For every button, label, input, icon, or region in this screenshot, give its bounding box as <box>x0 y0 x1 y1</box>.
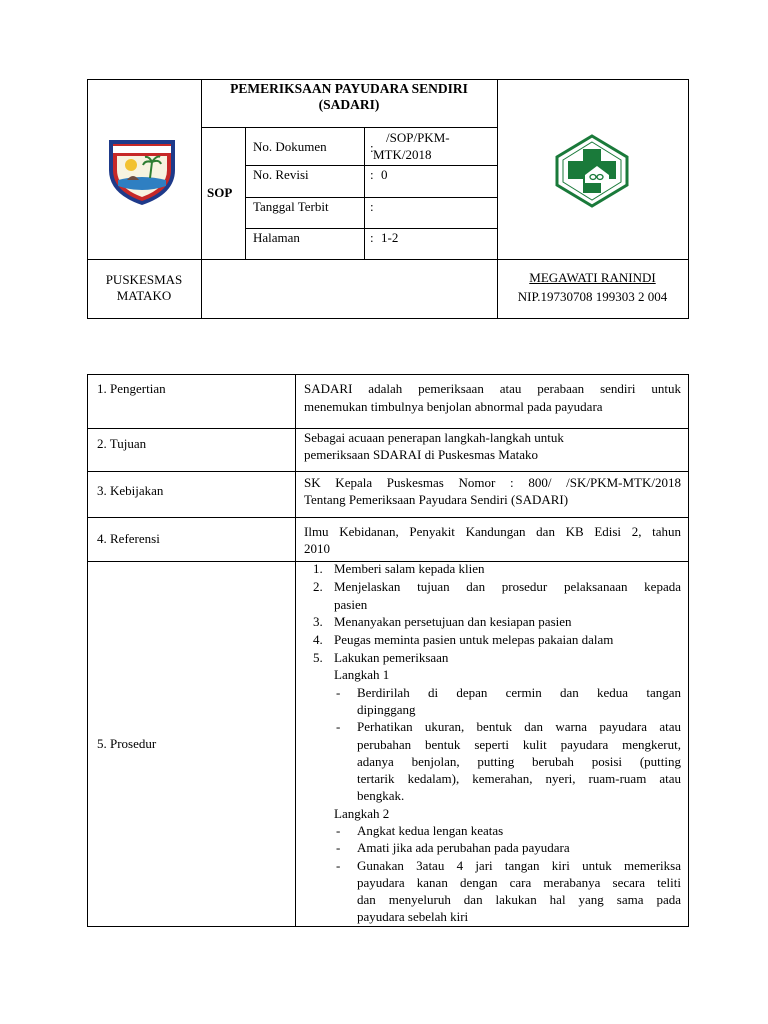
field-value-no-dokumen-line2: MTK/2018 <box>373 147 432 162</box>
pengertian-text-line2: menemukan timbulnya benjolan abnormal pada payudara <box>304 399 603 414</box>
org-name-line2: MATAKO <box>116 288 172 303</box>
signer-nip: NIP.19730708 199303 2 004 <box>517 289 668 304</box>
langkah2-item-text: payudara sebelah kiri <box>357 909 469 924</box>
bullet-dash: - <box>336 719 341 734</box>
kebijakan-text-line1: SK Kepala Puskesmas Nomor : 800/ /SK/PKM-MTK/2018 <box>304 475 681 490</box>
step-number: 4. <box>313 632 323 647</box>
document-title-line2: (SADARI) <box>318 97 380 112</box>
langkah2-item-text: Gunakan 3atau 4 jari tangan kiri untuk memeriksa <box>357 858 681 873</box>
field-colon: : <box>370 140 374 155</box>
field-colon: : <box>370 199 374 214</box>
step-text: Menjelaskan tujuan dan prosedur pelaksanaan kepada <box>334 579 681 594</box>
row-label-referensi: 4. Referensi <box>97 531 160 546</box>
field-label-no-dokumen: No. Dokumen <box>253 139 327 154</box>
field-value-halaman: 1-2 <box>381 230 399 245</box>
field-value-no-revisi: 0 <box>381 167 388 182</box>
step-text: pasien <box>334 597 368 612</box>
langkah2-item-text: payudara kanan dengan cara merabanya secara teliti <box>357 875 681 890</box>
step-number: 5. <box>313 650 323 665</box>
langkah2-item-text: Angkat kedua lengan keatas <box>357 823 504 838</box>
field-label-halaman: Halaman <box>253 230 300 245</box>
field-label-tanggal-terbit: Tanggal Terbit <box>253 199 329 214</box>
regency-crest-icon <box>105 134 179 208</box>
referensi-text-line1: Ilmu Kebidanan, Penyakit Kandungan dan KB Edisi 2, tahun <box>304 524 681 539</box>
sop-label: SOP <box>207 185 233 200</box>
step-text: Lakukan pemeriksaan <box>334 650 449 665</box>
pengertian-text-line1: SADARI adalah pemeriksaan atau perabaan sendiri untuk <box>304 381 681 396</box>
field-colon: : <box>370 167 374 182</box>
langkah2-item-text: dan menyeluruh dan lakukan hal yang sama pada <box>357 892 681 907</box>
row-label-prosedur: 5. Prosedur <box>97 736 157 751</box>
bullet-dash: - <box>336 858 341 873</box>
bullet-dash: - <box>336 840 341 855</box>
row-label-kebijakan: 3. Kebijakan <box>97 483 164 498</box>
step-number: 2. <box>313 579 323 594</box>
row-label-pengertian: 1. Pengertian <box>97 381 166 396</box>
langkah2-heading: Langkah 2 <box>334 806 390 821</box>
org-name-line1: PUSKESMAS <box>105 272 183 287</box>
langkah2-item-text: Amati jika ada perubahan pada payudara <box>357 840 570 855</box>
step-text: Peugas meminta pasien untuk melepas pakaian dalam <box>334 632 614 647</box>
langkah1-item-text: dipinggang <box>357 702 416 717</box>
step-number: 3. <box>313 614 323 629</box>
bullet-dash: - <box>336 823 341 838</box>
field-label-no-revisi: No. Revisi <box>253 167 309 182</box>
step-text: Menanyakan persetujuan dan kesiapan pasien <box>334 614 572 629</box>
field-colon: : <box>370 230 374 245</box>
langkah1-item-text: bengkak. <box>357 788 405 803</box>
referensi-text-line2: 2010 <box>304 541 330 556</box>
langkah1-heading: Langkah 1 <box>334 667 390 682</box>
bullet-dash: - <box>336 685 341 700</box>
field-value-no-dokumen-line1: /SOP/PKM- <box>386 130 450 145</box>
langkah1-item-text: perubahan bentuk seperti kulit payudara mengkerut, <box>357 737 681 752</box>
signer-name: MEGAWATI RANINDI <box>529 270 656 285</box>
langkah1-item-text: adanya benjolan, putting berubah posisi (putting <box>357 754 681 769</box>
document-title-line1: PEMERIKSAAN PAYUDARA SENDIRI <box>230 81 468 96</box>
step-number: 1. <box>313 561 323 576</box>
tujuan-text-line2: pemeriksaan SDARAI di Puskesmas Matako <box>304 447 538 462</box>
langkah1-item-text: Berdirilah di depan cermin dan kedua tangan <box>357 685 681 700</box>
tujuan-text-line1: Sebagai acuaan penerapan langkah-langkah untuk <box>304 430 564 445</box>
langkah1-item-text: tertarik kedalam), kemerahan, nyeri, ruam-ruam atau <box>357 771 681 786</box>
langkah1-item-text: Perhatikan ukuran, bentuk dan warna payudara atau <box>357 719 681 734</box>
step-text: Memberi salam kepada klien <box>334 561 485 576</box>
kebijakan-text-line2: Tentang Pemeriksaan Payudara Sendiri (SADARI) <box>304 492 569 507</box>
row-label-tujuan: 2. Tujuan <box>97 436 147 451</box>
health-cross-house-icon <box>554 133 630 209</box>
